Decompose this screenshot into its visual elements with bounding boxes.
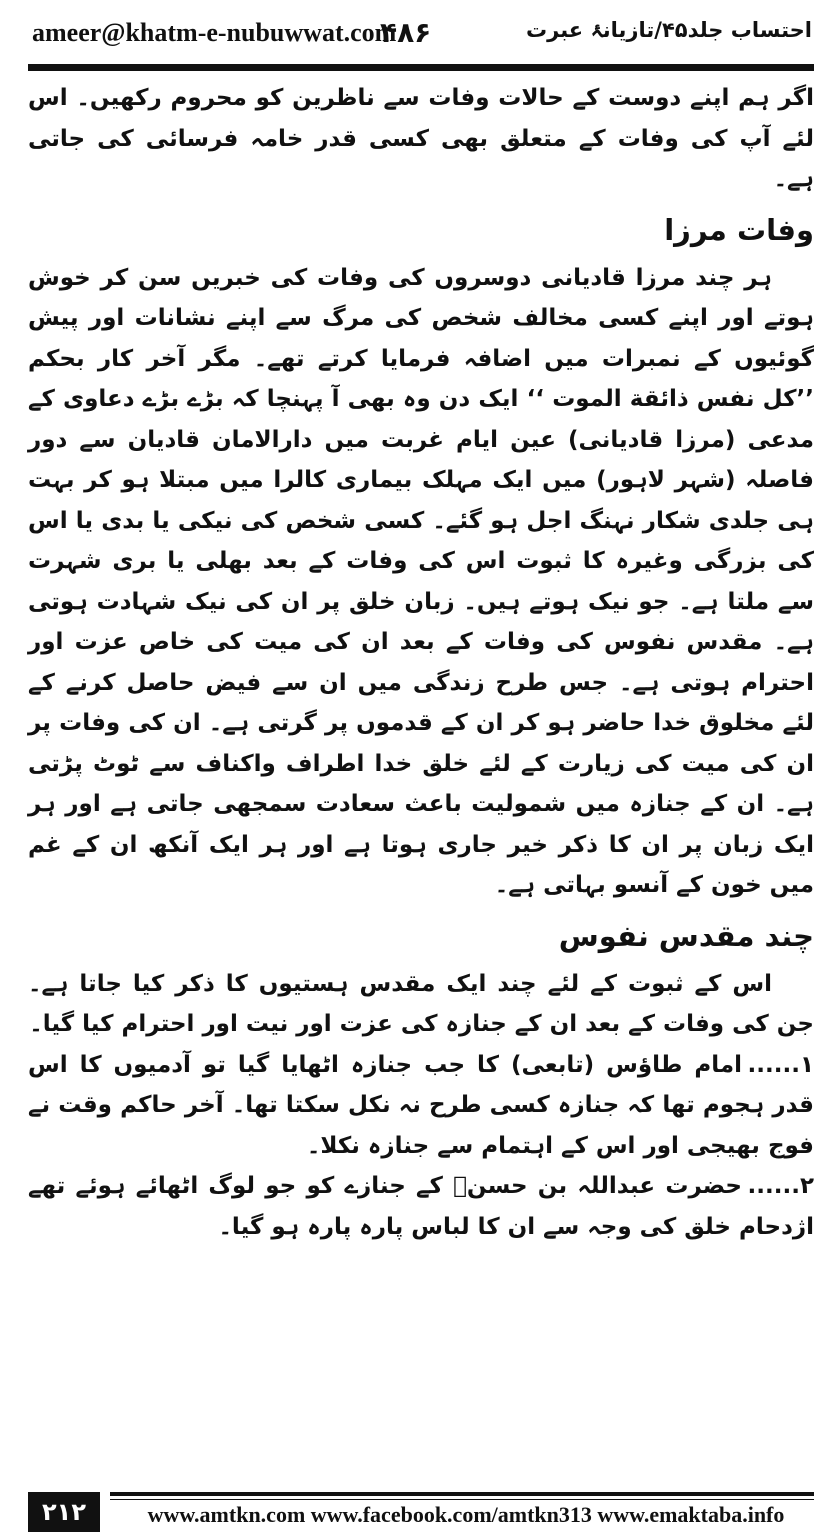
header-email: ameer@khatm-e-nubuwwat.com [32,18,397,47]
footer-links: www.amtkn.com www.facebook.com/amtkn313 www.emaktaba.info [147,1502,785,1527]
footer-rule-thin [110,1499,814,1500]
page-header [0,0,840,64]
list-item-text: امام طاؤس (تابعی) کا جب جنازہ اٹھایا گیا تو آدمیوں کا اس قدر ہجوم تھا کہ جنازہ کسی طرح نہ نکل سکتا تھا۔ آخر حاکم وقت نے فوج بھیجی اور اس کے اہتمام سے جنازہ نکلا۔ [28,1051,814,1159]
section-heading-death: وفات مرزا [664,212,814,247]
paragraph-intro: اگر ہم اپنے دوست کے حالات وفات سے ناظرین کو محروم رکھیں۔ اس لئے آپ کی وفات کے متعلق بھی کسی قدر خامہ فرسائی کی جاتی ہے۔ [28,85,814,192]
list-item-number: ۱...... [747,1051,814,1078]
header-page-number: ۴۸۶ [380,16,432,49]
list-item [28,1045,814,1167]
footer-page-number: ۲۱۲ [28,1492,100,1532]
page-footer [28,1492,814,1532]
section-heading-holy-souls: چند مقدس نفوس [558,918,814,953]
page-body [28,78,814,1247]
paragraph-death: ہر چند مرزا قادیانی دوسروں کی وفات کی خبریں سن کر خوش ہوتے اور اپنے کسی مخالف شخص کی مرگ سے اپنے نشانات اور پیش گوئیوں کے نمبرات میں اضافہ فرمایا کرتے تھے۔ مگر آخر کار بحکم ’’کل نفس ذائقة الموت ‘‘ ایک دن وہ بھی آ پہنچا کہ بڑے بڑے دعاوی کے مدعی (مرزا قادیانی) عین ایام غربت میں دارالامان قادیان سے دور فاصلہ (شہر لاہور) میں ایک مہلک بیماری کالرا میں مبتلا ہو کر بہت ہی جلدی شکار نہنگ اجل ہو گئے۔ کسی شخص کی نیکی یا بدی یا اس کی بزرگی وغیرہ کا ثبوت اس کی وفات کے بعد بھلی یا بری شہرت سے ملتا ہے۔ جو نیک ہوتے ہیں۔ زبان خلق پر ان کی نیک شہادت ہوتی ہے۔ مقدس نفوس کی وفات کے بعد ان کی میت کی خاص عزت اور احترام ہوتی ہے۔ جس طرح زندگی میں ان سے فیض حاصل کرنے کے لئے مخلوق خدا حاضر ہو کر ان کے قدموں پر گرتی ہے۔ ان کی وفات پر ان کی میت کی زیارت کے لئے خلق خدا اطراف واکناف سے ٹوٹ پڑتی ہے۔ ان کے جنازہ میں شمولیت باعث سعادت سمجھی جاتی ہے اور ہر ایک زبان پر ان کا ذکر خیر جاری ہوتا ہے اور ہر ایک آنکھ ان کے غم میں خون کے آنسو بہاتی ہے۔ [28,264,814,898]
list-item [28,1166,814,1247]
paragraph-proof: اس کے ثبوت کے لئے چند ایک مقدس ہستیوں کا ذکر کیا جاتا ہے۔ جن کی وفات کے بعد ان کے جنازہ کی عزت اور نیت اور احترام کیا گیا۔ [28,970,814,1037]
list-item-text: حضرت عبداللہ بن حسنؓ کے جنازے کو جو لوگ اٹھائے ہوئے تھے اژدحام خلق کی وجہ سے ان کا لباس پارہ پارہ ہو گیا۔ [28,1173,814,1240]
header-rule [28,64,814,71]
footer-rule [110,1492,814,1496]
header-title: احتساب جلد۴۵/تازیانۂ عبرت [526,18,812,42]
list-item-number: ۲...... [747,1173,814,1199]
